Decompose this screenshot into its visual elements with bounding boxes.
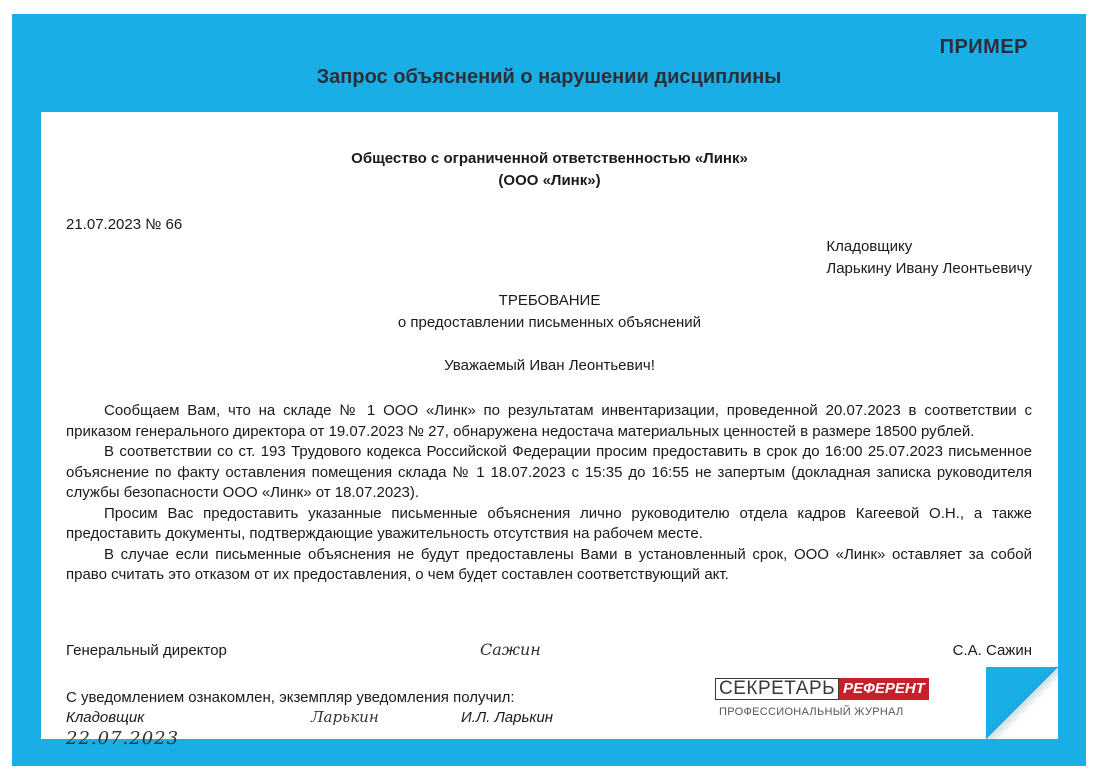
logo-subtitle: ПРОФЕССИОНАЛЬНЫЙ ЖУРНАЛ bbox=[719, 706, 904, 718]
example-label: ПРИМЕР bbox=[939, 36, 1028, 58]
addressee-block bbox=[826, 236, 1032, 280]
addressee-position: Кладовщику bbox=[826, 238, 913, 255]
greeting: Уважаемый Иван Леонтьевич! bbox=[444, 357, 655, 374]
page-fold-corner bbox=[986, 667, 1058, 739]
body-paragraph: Просим Вас предоставить указанные письменные объяснения лично руководителю отдела кадров Кагеевой О.Н., а также предоставить документы, подтверждающие уважительность отсутствия на рабочем месте. bbox=[66, 504, 1032, 542]
body-paragraph: В случае если письменные объяснения не будут предоставлены Вами в установленный срок, ООО «Линк» оставляет за собой право считать это отказом от их предоставления, о чем будет составлен соответствующий акт. bbox=[66, 545, 1032, 583]
addressee-name: Ларькину Ивану Леонтьевичу bbox=[826, 260, 1032, 277]
org-short-name: (ООО «Линк») bbox=[498, 172, 601, 189]
body-paragraph: В соответствии со ст. 193 Трудового кодекса Российской Федерации просим предоставить в срок до 16:00 25.07.2023 письменное объяснение по факту оставления помещения склада № 1 18.07.2023 с 15:35 до 16:55 не запертым (докладная записка руководителя службы безопасности ООО «Линк» от 18.07.2023). bbox=[66, 443, 1032, 501]
director-handwritten-signature: Сажин bbox=[480, 640, 541, 659]
organization-header bbox=[41, 148, 1058, 192]
requirement-heading bbox=[41, 290, 1058, 334]
document-date-number: 21.07.2023 № 66 bbox=[66, 216, 183, 233]
requirement-title: ТРЕБОВАНИЕ bbox=[498, 292, 601, 309]
magazine-logo bbox=[715, 678, 929, 718]
document-sheet bbox=[41, 112, 1058, 749]
body-text bbox=[66, 401, 1032, 586]
signatory-role: Генеральный директор bbox=[66, 642, 227, 659]
acknowledgement-text: С уведомлением ознакомлен, экземпляр уведомления получил: bbox=[66, 689, 515, 706]
document-frame bbox=[12, 14, 1086, 766]
employee-handwritten-signature: Ларькин bbox=[311, 708, 379, 726]
logo-wordmark bbox=[715, 678, 929, 700]
frame-title: Запрос объяснений о нарушении дисциплины bbox=[316, 66, 782, 88]
logo-part-referent: РЕФЕРЕНТ bbox=[839, 678, 929, 700]
logo-part-secretary: СЕКРЕТАРЬ bbox=[715, 678, 839, 700]
acknowledgement-name: И.Л. Ларькин bbox=[461, 709, 554, 726]
signatory-name: С.А. Сажин bbox=[952, 642, 1032, 659]
requirement-subtitle: о предоставлении письменных объяснений bbox=[397, 314, 702, 331]
body-paragraph: Сообщаем Вам, что на складе № 1 ООО «Линк» по результатам инвентаризации, проведенной 20.07.2023 в соответствии с приказом генерального директора от 19.07.2023 № 27, обнаружена недостача материальных ценностей в размере 18500 рублей. bbox=[66, 402, 1032, 440]
org-full-name: Общество с ограниченной ответственностью «Линк» bbox=[351, 150, 748, 167]
acknowledgement-role: Кладовщик bbox=[66, 709, 145, 726]
acknowledgement-handwritten-date: 22.07.2023 bbox=[66, 728, 180, 749]
